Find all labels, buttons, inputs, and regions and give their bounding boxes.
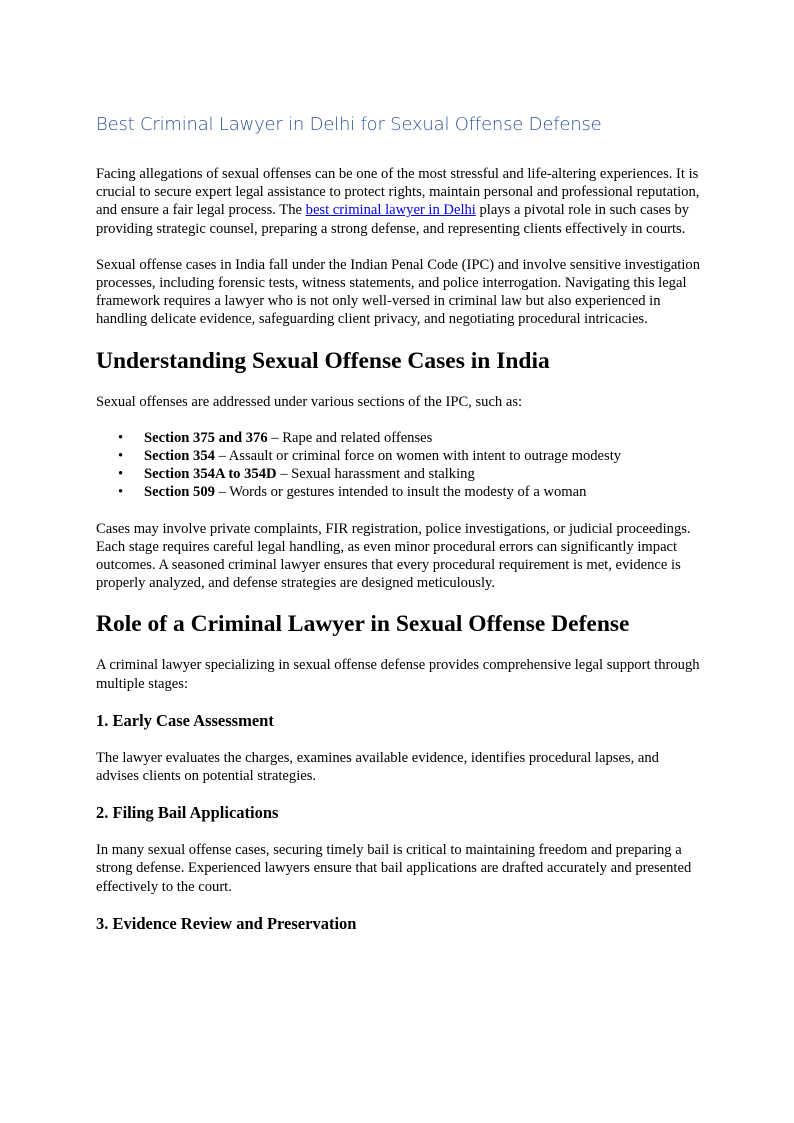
document-page [96,112,701,952]
section-description: – Sexual harassment and stalking [276,466,475,483]
role-intro-paragraph: A criminal lawyer specializing in sexual offense defense provides comprehensive legal support through multiple stages: [96,657,700,692]
section-label: Section 354 [144,448,215,465]
subheading-bail-applications: 2. Filing Bail Applications [96,803,279,823]
heading-understanding-cases: Understanding Sexual Offense Cases in India [96,347,550,374]
heading-role-of-lawyer: Role of a Criminal Lawyer in Sexual Offense Defense [96,611,630,638]
subheading-evidence-review: 3. Evidence Review and Preservation [96,913,357,933]
list-item [96,447,701,465]
intro-paragraph [96,165,701,238]
ipc-sections-list [96,429,701,502]
section-description: – Words or gestures intended to insult the modesty of a woman [214,484,587,501]
section-label: Section 509 [144,484,215,501]
section-description: – Assault or criminal force on women with intent to outrage modesty [214,448,622,465]
ipc-overview-paragraph: Sexual offense cases in India fall under the Indian Penal Code (IPC) and involve sensitive investigation processes, including forensic tests, witness statements, and police interrogation. Navigating this legal framework requires a lawyer who is not only well-versed in criminal law but also experienced in handling delicate evidence, safeguarding client privacy, and negotiating procedural intricacies. [96,256,701,328]
list-item [96,465,701,483]
bail-applications-paragraph: In many sexual offense cases, securing timely bail is critical to maintaining freedom and preparing a strong defense. Experienced lawyers ensure that bail applications are drafted accurately and presented effectively to the court. [96,842,692,895]
bullet-icon: • [118,484,124,501]
document-title: Best Criminal Lawyer in Delhi for Sexual Offense Defense [96,114,602,135]
list-item [96,429,701,447]
section-label: Section 375 and 376 [144,429,268,446]
section-description: – Rape and related offenses [267,429,433,446]
subheading-early-assessment: 1. Early Case Assessment [96,710,274,730]
list-item [96,483,701,501]
intro-text-after-link: plays a pivotal role in such cases by providing strategic counsel, preparing a strong defense, and representing clients effectively in courts. [96,202,690,237]
intro-text-before-link: Facing allegations of sexual offenses can be one of the most stressful and life-altering experiences. It is crucial to secure expert legal assistance to protect rights, maintain personal and professional reputation, and ensure a fair legal process. The [96,166,700,219]
section-label: Section 354A to 354D [144,466,277,483]
bullet-icon: • [118,429,124,446]
bullet-icon: • [118,466,124,483]
procedural-stages-paragraph: Cases may involve private complaints, FIR registration, police investigations, or judicial proceedings. Each stage requires careful legal handling, as even minor procedural errors can significantly impact outcomes. A seasoned criminal lawyer ensures that every procedural requirement is met, evidence is properly analyzed, and defense strategies are designed meticulously. [96,520,691,592]
best-criminal-lawyer-link[interactable]: best criminal lawyer in Delhi [305,202,476,219]
early-assessment-paragraph: The lawyer evaluates the charges, examines available evidence, identifies procedural lapses, and advises clients on potential strategies. [96,749,659,785]
ipc-sections-intro: Sexual offenses are addressed under various sections of the IPC, such as: [96,393,523,410]
bullet-icon: • [118,448,124,465]
